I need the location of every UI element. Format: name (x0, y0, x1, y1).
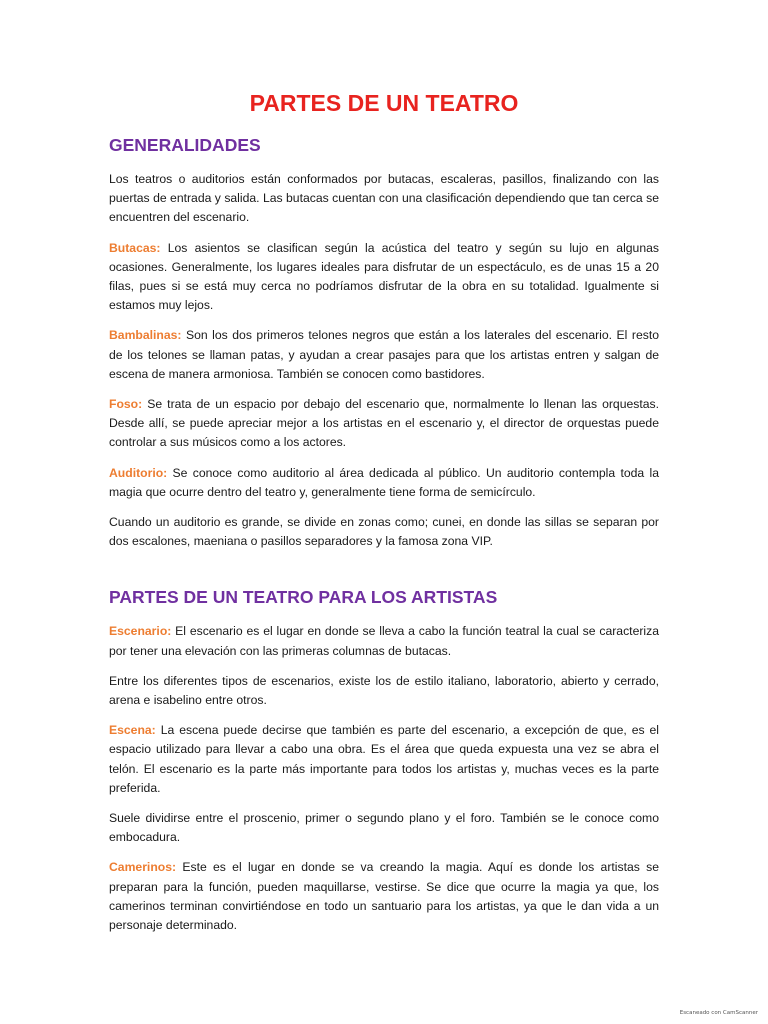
bambalinas-paragraph (109, 326, 659, 384)
butacas-paragraph (109, 239, 659, 316)
auditorio-term: Auditorio: (109, 465, 168, 480)
escenario-paragraph (109, 622, 659, 660)
camerinos-text: Este es el lugar en donde se va creando la magia. Aquí es donde los artistas se preparan para la función, pueden maquillarse, vestirse. Se dice que ocurre la magia ya que, los camerinos terminan convirtiéndose en todo un santuario para los artistas, ya que le dan vida a un personaje determinado. (109, 860, 659, 933)
auditorio-extra-paragraph: Cuando un auditorio es grande, se divide en zonas como; cunei, en donde las sillas se separan por dos escalones, maeniana o pasillos separadores y la famosa zona VIP. (109, 515, 659, 549)
auditorio-paragraph (109, 464, 659, 502)
bambalinas-term: Bambalinas: (109, 328, 182, 343)
escena-term: Escena: (109, 723, 156, 738)
auditorio-text: Se conoce como auditorio al área dedicada al público. Un auditorio contempla toda la magia que ocurre dentro del teatro y, generalmente tiene forma de semicírculo. (109, 465, 659, 499)
camerinos-term: Camerinos: (109, 860, 177, 875)
escenario-extra-paragraph: Entre los diferentes tipos de escenarios, existe los de estilo italiano, laboratorio, abierto y cerrado, arena e isabelino entre otros. (109, 673, 659, 708)
intro-paragraph: Los teatros o auditorios están conformados por butacas, escaleras, pasillos, finalizando con las puertas de entrada y salida. Las butacas cuentan con una clasificación dependiendo que tan cerca se encuentren del escenario. (109, 172, 659, 225)
bambalinas-text: Son los dos primeros telones negros que están a los laterales del escenario. El resto de los telones se llaman patas, y ayudan a crear pasajes para que los artistas entren y salgan de escena de manera armoniosa. También se conocen como bastidores. (109, 328, 659, 381)
butacas-text: Los asientos se clasifican según la acústica del teatro y según su lujo en algunas ocasiones. Generalmente, los lugares ideales para disfrutar de un espectáculo, es de unas 15 a 20 filas, pues si se está muy cerca no podríamos disfrutar de la obra en su totalidad. Igualmente si estamos muy lejos. (109, 240, 659, 313)
foso-term: Foso: (109, 397, 143, 412)
escena-paragraph (109, 721, 659, 798)
document-page (109, 90, 659, 946)
butacas-term: Butacas: (109, 240, 161, 255)
escena-text: La escena puede decirse que también es parte del escenario, a excepción de que, es el espacio utilizado para llevar a cabo una obra. Es el área que queda expuesta una vez se abra el telón. El escenario es la parte más importante para todos los artistas y, muchas veces es la parte preferida. (109, 723, 659, 795)
section-heading-artistas: PARTES DE UN TEATRO PARA LOS ARTISTAS (109, 587, 498, 608)
escena-extra-paragraph: Suele dividirse entre el proscenio, primer o segundo plano y el foro. También se le conoce como embocadura. (109, 811, 659, 845)
scanner-watermark: Escaneado con CamScanner (679, 1010, 758, 1016)
page-title: PARTES DE UN TEATRO (249, 90, 519, 116)
foso-text: Se trata de un espacio por debajo del escenario que, normalmente lo llenan las orquestas. Desde allí, se puede apreciar mejor a los artistas en el escenario y, el director de orquestas puede controlar a sus músicos como a los actores. (109, 397, 659, 450)
escenario-term: Escenario: (109, 624, 172, 639)
foso-paragraph (109, 395, 659, 453)
section-heading-generalidades: GENERALIDADES (109, 135, 261, 155)
camerinos-paragraph (109, 858, 659, 935)
escenario-text: El escenario es el lugar en donde se lleva a cabo la función teatral la cual se caracteriza por tener una elevación con las primeras columnas de butacas. (109, 624, 659, 658)
